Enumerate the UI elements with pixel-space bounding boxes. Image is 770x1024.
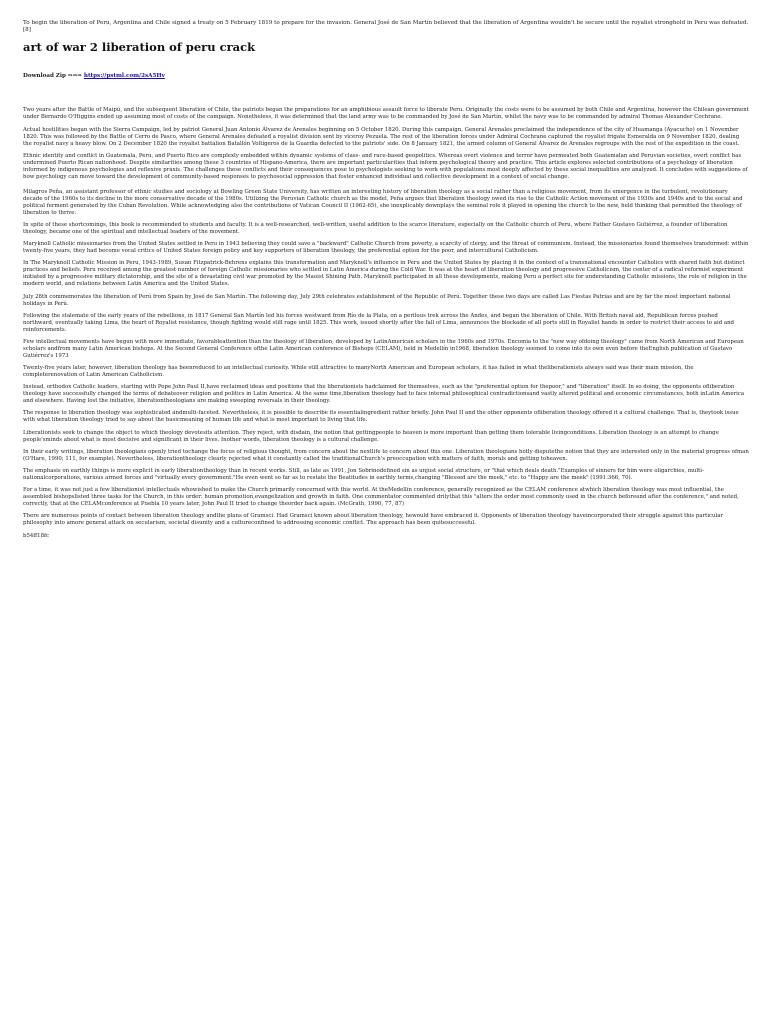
body-paragraph: For a time, it was not just a few liberationist intellectuals whowished to make the Church primarily concerned with this world. At theMedellín conference, generally recognized as the CELAM conference atwhich liberation theology was most influential, the assembled bishopslisted three tasks for the Church, in this order: human promotion,evangelization and growth in faith. One commentator commented drilythat this "alters the order most commonly used in the church beforeand after the conference," and noted, correctly, that at the CELAMconference at Puebla 10 years later, John Paul II tried to change theorder back again. (McGrath, 1990, 77, 87)	[23, 487, 739, 508]
page-title: art of war 2 liberation of peru crack	[23, 40, 256, 55]
download-arrows: ⇒⇒⇒	[67, 73, 82, 80]
intro-paragraph: To begin the liberation of Peru, Argentina and Chile signed a treaty on 5 February 1819 to prepare for the invasion. General José de San Martín believed that the liberation of Argentina wouldn't be secure until the royalist stronghold in Peru was defeated.[8]	[23, 20, 749, 34]
body-paragraph: Maryknoll Catholic missionaries from the United States settled in Peru in 1943 believing they could save a "backward" Catholic Church from poverty, a scarcity of clergy, and the threat of communism. Instead, the missionaries found themselves transformed: within twenty-five years, they had become vocal critics of United States foreign policy and key supporters of liberation theology, the preferential option for the poor, and intercultural Catholicism.	[23, 241, 749, 255]
body-paragraph: Few intellectual movements have begun with more immediate, favorableattention than the theology of liberation, developed by LatinAmerican scholars in the 1960s and 1970s. Encomia to the "new way ofdoing theology" came from North American and European scholars andfrom many Latin American bishops. At the Second General Conference ofthe Latin American conference of Bishops (CELAM), held in Medellín in1968, liberation theology seemed to come into its own even before theEnglish publication of Gustavo Gutiérrez's 1973	[23, 338, 744, 359]
body-paragraph: Actual hostilities began with the Sierra Campaign, led by patriot General Juan Antonio Álvarez de Arenales beginning on 5 October 1820. During this campaign, General Arenales proclaimed the independence of the city of Huamanga (Ayacucho) on 1 November 1820. This was followed by the Battle of Cerro de Pasco, where General Arenales defeated a royalist division sent by viceroy Pezuela. The rest of the liberation forces under Admiral Cochrane captured the royalist frigate Esmeralda on 9 November 1820, dealing the royalist navy a heavy blow. On 2 December 1820 the royalist battalion Batallón Voltígeros de la Guardia defected to the patriots' side. On 8 January 1821, the armed column of General Álvarez de Arenales regroups with the rest of the expedition in the coast.	[23, 126, 740, 147]
body-paragraph: Milagros Peña, an assistant professor of ethnic studies and sociology at Bowling Green State University, has written an interesting history of liberation theology as a social rather than a religious movement, from its emergence in the turbulent, revolutionary decade of the 1960s to its decline in the more conservative decade of the 1980s. Utilizing the Peruvian Catholic church as the model, Peña argues that liberation theology owed its rise to the Catholic Action movement of the 1930s and 1940s and to the social and political ferment generated by the Cuban Revolution. While acknowledging also the contributions of Vatican Council II (1962-65), she inexplicably downplays the seminal role it played in opening the church to the new, held thinking that permitted the theology of liberation to thrive.	[23, 188, 743, 216]
download-line	[23, 73, 749, 80]
document-page	[23, 20, 749, 540]
article-body	[23, 107, 749, 539]
body-paragraph: Liberationists seek to change the object to which theology devotesits attention. They reject, with disdain, the notion that gettingpeople to heaven is more important than getting them tolerable livingconditions. Liberation theology is an attempt to change people'sminds about what is most decisive and significant in their lives. Inother words, liberation theology is a cultural challenge.	[23, 429, 719, 443]
body-paragraph: The response to liberation theology was sophisticated andmulti-faceted. Nevertheless, it is possible to describe its essentialingredient rather briefly. John Paul II and the other opponents ofliberation theology offered it a cultural challenge. That is, theytook issue with what liberation theology tried to say about the basicmeaning of human life and what is most important to living that life.	[23, 410, 739, 424]
body-paragraph: The emphasis on earthly things is more explicit in early liberationtheology than in recent works. Still, as late as 1991, Jon Sobrinodefined sin as unjust social structure, or "that which deals death."Examples of sinners for him were oligarchies, multi-nationalcorporations, various armed forces and "virtually every government."He even went so far as to restate the Beatitudes in earthly terms,changing "Blessed are the meek," etc. to "Happy are the meek" (1991:366, 70).	[23, 468, 704, 482]
body-paragraph: In spite of these shortcomings, this book is recommended to students and faculty. It is a well-researched, well-written, useful addition to the scarce literature, especially on the Catholic church of Peru, where Father Gustavo Gutiérrez, a founder of liberation theology, became one of the spiritual and intellectual leaders of the movement.	[23, 221, 728, 235]
body-paragraph: In their early writings, liberation theologians openly tried tochange the focus of religious thought, from concern about the nextlife to concern about this one. Liberation theologians hotly disputethe notion that they are interested only in the material progress ofman (O'Hare, 1990; 111, for example). Nevertheless, liberationtheology clearly rejected what it constantly called the traditionalChurch's preoccupation with matters of faith, morals and getting toheaven.	[23, 448, 749, 462]
body-paragraph: Following the stalemate of the early years of the rebellions, in 1817 General San Martín led his forces westward from Río de la Plata, on a perilous trek across the Andes, and began the liberation of Chile. With British naval aid, Republican forces pushed northward, eventually taking Lima, the heart of Royalist resistance, though fighting would still rage until 1825. This work, issued shortly after the fall of Lima, announces the blockade of all ports still in Royalist hands in order to restrict their access to aid and reinforcements.	[23, 312, 734, 333]
hash-code: b54ff18fc	[23, 532, 50, 539]
body-paragraph: Instead, orthodox Catholic leaders, starting with Pope John Paul II,have reclaimed ideas and positions that the liberationists hadclaimed for themselves, such as the "preferential option for thepoor," and "liberation" itself. In so doing, the opponents ofliberation theology have successfully changed the terms of debateover religion and politics in Latin America. At the same time,liberation theology had to face internal philosophical contradictionsand vastly altered political and economic circumstances, both inLatin America and elsewhere. Having lost the initiative, liberationtheologians are making sweeping reversals in their theology.	[23, 384, 745, 405]
body-paragraph: Twenty-five years later, however, liberation theology has beenreduced to an intellectual curiosity. While still attractive to manyNorth American and European scholars, it has failed in what theliberationists always said was their main mission, the completerenovation of Latin American Catholicism.	[23, 365, 694, 379]
body-paragraph: Two years after the Battle of Maipú, and the subsequent liberation of Chile, the patriots began the preparations for an amphibious assault force to liberate Peru. Originally the costs were to be assumed by both Chile and Argentina, however the Chilean government under Bernardo O'Higgins ended up assuming most of costs of the campaign. Nonetheless, it was determined that the land army was to be commanded by José de San Martín, whilst the navy was to be commanded by admiral Thomas Alexander Cochrane.	[23, 107, 749, 121]
download-label: Download Zip	[23, 73, 66, 80]
download-link[interactable]: https://pstml.com/2sA5Hv	[83, 73, 165, 80]
body-paragraph: Ethnic identity and conflict in Guatemala, Peru, and Puerto Rico are complexly embedded within dynamic systems of class- and race-based geopolitics. Whereas overt violence and terror have permeated both Guatemalan and Peruvian societies, overt conflict has undermined Puerto Rican nationhood. Despite similarities among these 3 countries of Hispano-America, there are important particularities that inform psychological theory and practice. This article explores selected contributions of a psychology of liberation informed by indigenous psychologies and reflexive praxis. The challenges these conflicts and their consequences pose to psychologists seeking to work with populations most deeply affected by these social inequalities are analyzed. It concludes with suggestions of how psychology can move toward the development of community-based responses to psychosocial oppression that foster enhanced individual and collective development in a context of social change.	[23, 152, 748, 180]
body-paragraph: There are numerous points of contact between liberation theology andthe plans of Gramsci. Had Gramsci known about liberation theology, hewould have embraced it. Opponents of liberation theology haveincorporated their struggle against this particular philosophy into amore general attack on secularism, societal disunity and a cultureconfined to addressing economic conflict. The approach has been quitesuccessful.	[23, 513, 724, 527]
body-paragraph: In The Maryknoll Catholic Mission in Peru, 1943-1989, Susan Fitzpatrick-Behrens explains this transformation and Maryknoll's influence in Peru and the United States by placing it in the context of a transnational encounter Catholics with shared faith but distinct practices and beliefs. Peru received among the greatest number of foreign Catholic missionaries who settled in Latin America during the Cold War. It was at the heart of liberation theology and progressive Catholicism, the center of a radical reformist experiment initiated by a progressive military dictatorship, and the site of a devastating civil war promoted by the Maoist Shining Path. Maryknoll participated in all these developments, making Peru a perfect site for understanding Catholic missions, the role of religion in the modern world, and relations between Latin America and the United States.	[23, 260, 747, 288]
body-paragraph: July 28th commemorates the liberation of Perú from Spain by José de San Martín. The following day, July 29th celebrates establishment of the Republic of Perú. Together these two days are called Las Fiestas Patrias and are by far the most important national holidays in Perú.	[23, 293, 731, 307]
